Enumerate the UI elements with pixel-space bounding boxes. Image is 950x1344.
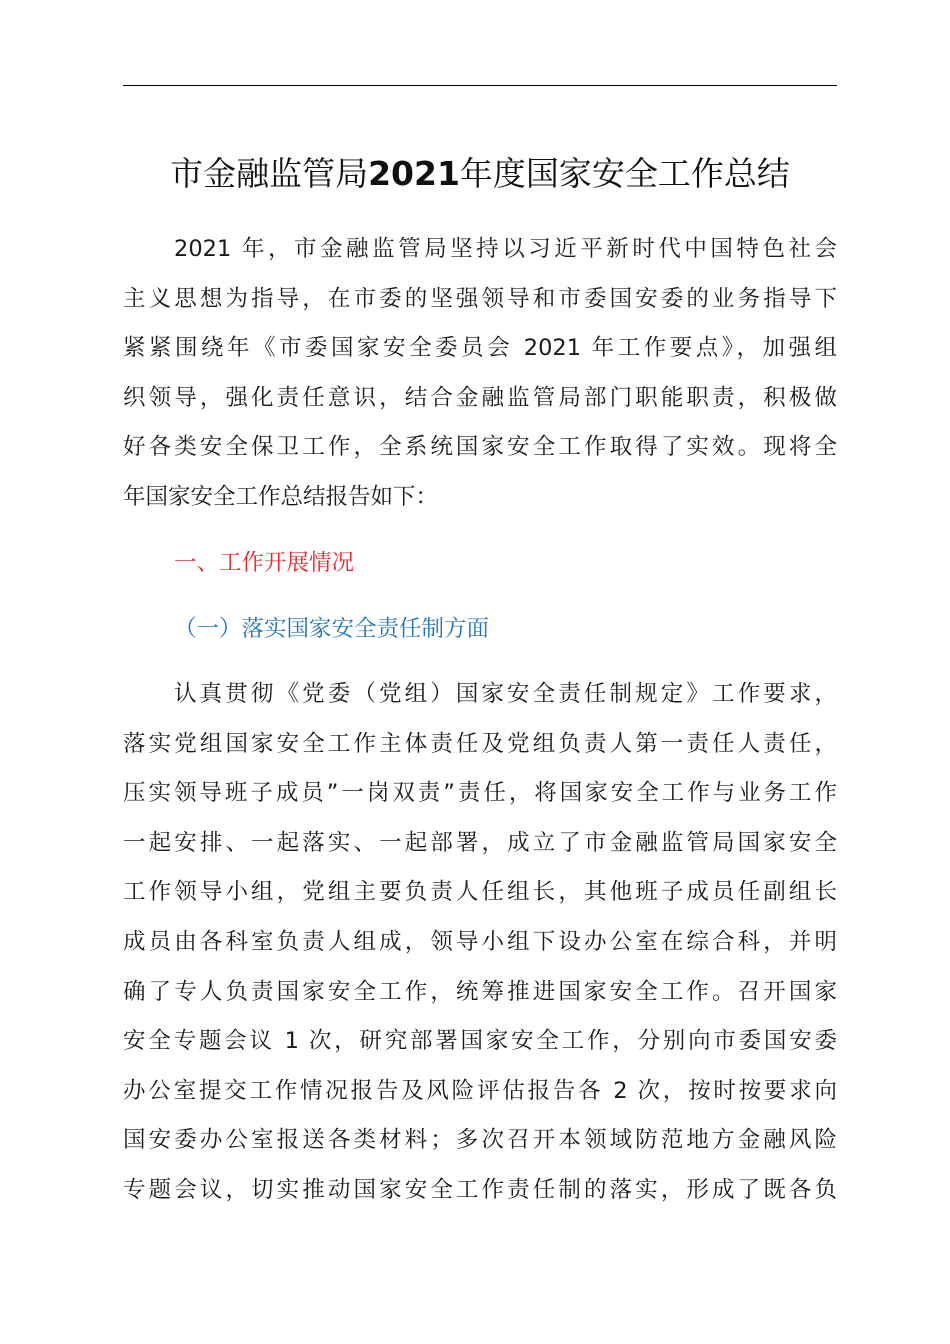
body-line: 确了专人负责国家安全工作，统筹推进国家安全工作。召开国家 [123,978,837,1005]
subsection-heading: （一）落实国家安全责任制方面 [174,616,490,642]
title-prefix: 市金融监管局 [170,154,369,193]
body-line: 安全专题会议 1 次，研究部署国家安全工作，分别向市委国安委 [123,1028,837,1055]
body-line: 办公室提交工作情况报告及风险评估报告各 2 次，按时按要求向 [123,1077,837,1104]
title-suffix: 年度国家安全工作总结 [459,154,790,193]
intro-line: 紧紧围绕年《市委国家安全委员会 2021 年工作要点》，加强组 [123,335,837,362]
intro-line: 主义思想为指导，在市委的坚强领导和市委国安委的业务指导下 [123,285,837,312]
intro-line: 好各类安全保卫工作，全系统国家安全工作取得了实效。现将全 [123,434,837,461]
body-line: 落实党组国家安全工作主体责任及党组负责人第一责任人责任， [123,730,837,757]
intro-line: 2021 年，市金融监管局坚持以习近平新时代中国特色社会 [174,236,837,262]
body-line: 一起安排、一起落实、一起部署，成立了市金融监管局国家安全 [123,829,837,856]
header-rule [123,85,837,86]
section-heading: 一、工作开展情况 [174,550,355,576]
intro-line: 年国家安全工作总结报告如下： [123,483,439,510]
title-year: 2021 [368,154,460,193]
body-line: 国安委办公室报送各类材料；多次召开本领域防范地方金融风险 [123,1127,837,1154]
body-paragraph [123,670,837,1216]
body-line: 专题会议，切实推动国家安全工作责任制的落实，形成了既各负 [123,1176,837,1203]
intro-paragraph [123,225,837,523]
body-line: 成员由各科室负责人组成，领导小组下设办公室在综合科，并明 [123,928,837,955]
document-title [123,150,837,198]
body-line: 工作领导小组，党组主要负责人任组长，其他班子成员任副组长 [123,879,837,906]
body-line: 认真贯彻《党委（党组）国家安全责任制规定》工作要求， [174,681,837,707]
body-line: 压实领导班子成员”一岗双责”责任，将国家安全工作与业务工作 [123,780,837,807]
intro-line: 织领导，强化责任意识，结合金融监管局部门职能职责，积极做 [123,384,837,411]
